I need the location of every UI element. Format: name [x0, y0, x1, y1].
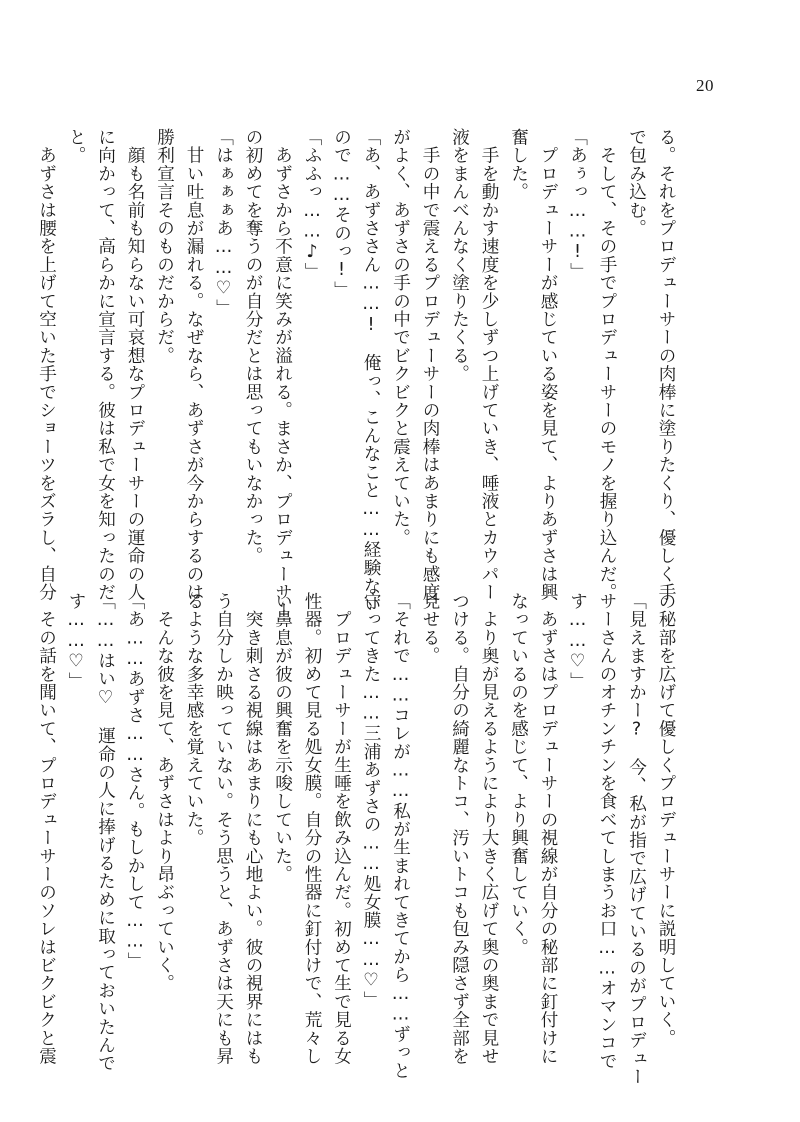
text-column: ので……そのっ!」 [331, 128, 352, 299]
lower-text-block [36, 592, 680, 1086]
text-column: るような多幸感を覚えていた。 [184, 592, 204, 847]
text-column: 見せる。 [420, 592, 440, 665]
text-column: あずさから不意に笑みが溢れる。まさか、プロデューサー [272, 128, 293, 620]
text-column: 「あ……あずさ……さん。もしかして……」 [125, 592, 145, 971]
text-column: 顔も名前も知らない可哀想なプロデューサーの運命の人 [125, 128, 145, 602]
text-column: 「あぅっ……!」 [567, 128, 588, 281]
text-column: で包み込む。 [626, 128, 647, 238]
text-column: と。 [66, 128, 86, 165]
text-column: そして、その手でプロデューサーのモノを握り込んだ。 [597, 128, 617, 602]
text-column: 勝利宣言そのものだからだ。 [154, 128, 175, 365]
text-column: 性器。初めて見る処女膜。自分の性器に釘付けで、荒々し [302, 592, 322, 1066]
page-number: 20 [696, 76, 714, 95]
text-column: なっているのを感じて、より興奮していく。 [508, 592, 529, 956]
upper-text-block [36, 128, 680, 620]
text-column: 奮した。 [508, 128, 529, 201]
text-column: 守ってきた……三浦あずさの……処女膜……♡」 [361, 592, 381, 1010]
text-column: あずさは腰を上げて空いた手でショーツをズラし、自分 [36, 128, 57, 602]
text-column: 「あ、あずささん……! 俺っ、こんなこと……経験ない [361, 128, 381, 614]
text-column: 「はぁぁぁあ……♡」 [213, 128, 234, 318]
text-column: に向かって、高らかに宣言する。彼は私で女を知ったのだ [95, 128, 116, 602]
text-column: 手を動かす速度を少しずつ上げていき、唾液とカウパー [479, 128, 499, 602]
text-column: つける。自分の綺麗なトコ、汚いトコも包み隠さず全部を [449, 592, 470, 1066]
text-column: 「ふふっ……♪」 [302, 128, 322, 281]
text-column: す……♡」 [567, 592, 588, 691]
text-column: 甘い吐息が漏れる。なぜなら、あずさが今からするのは [184, 128, 204, 602]
text-column: の秘部を広げて優しくプロデューサーに説明していく。 [656, 592, 676, 1047]
text-column: の初めてを奪うのが自分だとは思ってもいなかった。 [243, 128, 263, 565]
text-column: より奥が見えるようにより大きく広げて奥の奥まで見せ [479, 592, 499, 1066]
text-column: 手の中で震えるプロデューサーの肉棒はあまりにも感度 [420, 128, 440, 602]
text-column: す……♡」 [66, 592, 86, 691]
text-column: 突き刺さる視線はあまりにも心地よい。彼の視界にはも [243, 592, 263, 1066]
text-column: プロデューサーが感じている姿を見て、よりあずさは興 [538, 128, 558, 602]
text-column: る。それをプロデューサーの肉棒に塗りたくり、優しく手 [656, 128, 676, 602]
text-column: 「見えますかー? 今、私が指で広げているのがプロデュー [626, 592, 647, 1086]
text-column: サーさんのオチンチンを食べてしまうお口……オマンコで [597, 592, 617, 1070]
text-column: い鼻息が彼の興奮を示唆していた。 [272, 592, 293, 884]
text-column: そんな彼を見て、あずさはより昂ぶっていく。 [154, 592, 175, 993]
text-column: 「それで……コレが……私が生まれてきてから……ずっと [390, 592, 411, 1080]
text-column: あずさはプロデューサーの視線が自分の秘部に釘付けに [538, 592, 558, 1066]
text-column: 液をまんべんなく塗りたくる。 [449, 128, 470, 383]
text-column: がよく、あずさの手の中でビクビクと震えていた。 [390, 128, 411, 547]
text-column: その話を聞いて、プロデューサーのソレはビクビクと震 [36, 592, 57, 1066]
text-column: う自分しか映っていない。そう思うと、あずさは天にも昇 [213, 592, 234, 1066]
text-column: プロデューサーが生唾を飲み込んだ。初めて生で見る女 [331, 592, 352, 1066]
text-column: 「……はい♡ 運命の人に捧げるために取っておいたんで [95, 592, 116, 1073]
